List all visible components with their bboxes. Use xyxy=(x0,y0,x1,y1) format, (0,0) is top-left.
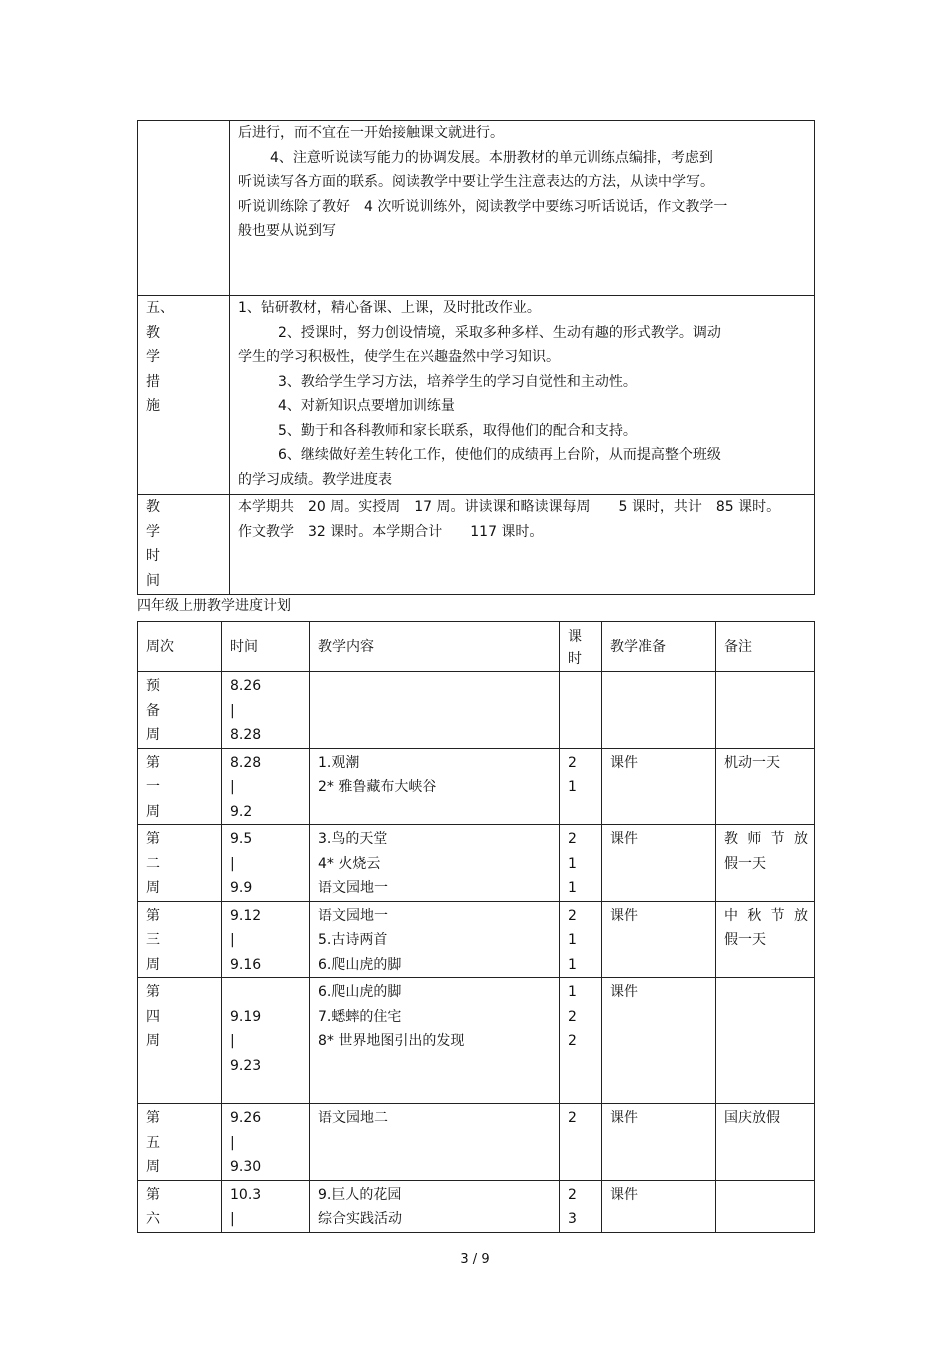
content-cell xyxy=(310,1180,560,1232)
page-number: 3 / 9 xyxy=(460,1252,490,1267)
time-cell-line: 9.2 xyxy=(230,803,253,820)
time-cell xyxy=(222,1180,310,1232)
content-cell-line: 语文园地一 xyxy=(318,880,388,896)
content-cell-line: 4* 火烧云 xyxy=(318,855,381,872)
week-cell-line: 六 xyxy=(146,1211,160,1227)
week-cell-line: 第 xyxy=(146,1110,160,1126)
hours-cell-line: 2 xyxy=(568,754,577,771)
time-cell-line: 9.26 xyxy=(230,1110,262,1126)
text-line: 1、钻研教材，精心备课、上课，及时批改作业。 xyxy=(238,300,541,316)
hours-cell-line: 2 xyxy=(568,1033,577,1049)
label-char: 学 xyxy=(146,349,160,365)
week-cell xyxy=(138,825,222,902)
hours-cell xyxy=(560,1104,602,1181)
content-cell xyxy=(310,1104,560,1181)
table-row xyxy=(138,825,815,902)
time-text xyxy=(230,495,815,595)
text-line: 2、授课时，努力创设情境，采取多种多样、生动有趣的形式教学。调动 xyxy=(278,324,721,341)
content-cell xyxy=(310,672,560,749)
week-cell-line: 三 xyxy=(146,932,160,948)
time-cell xyxy=(222,1104,310,1181)
time-cell-line: | xyxy=(230,932,235,948)
prep-cell: 课件 xyxy=(602,748,716,825)
time-cell xyxy=(222,901,310,978)
header-note: 备注 xyxy=(716,622,815,672)
schedule-table xyxy=(137,621,815,1233)
measures-row xyxy=(138,296,815,495)
time-cell-line: 9.23 xyxy=(230,1057,262,1074)
time-cell-line: | xyxy=(230,1033,235,1049)
continuation-label-cell xyxy=(138,121,230,296)
prep-cell: 课件 xyxy=(602,1104,716,1181)
label-char: 教 xyxy=(146,499,160,515)
week-cell-line: 周 xyxy=(146,727,160,743)
time-cell-line: 9.30 xyxy=(230,1159,262,1175)
week-cell-line: 四 xyxy=(146,1008,160,1025)
content-cell xyxy=(310,748,560,825)
time-cell-line: 9.16 xyxy=(230,956,262,973)
note-cell: 国庆放假 xyxy=(716,1104,815,1181)
measures-text xyxy=(230,296,815,495)
header-hours-text: 课时 xyxy=(568,628,582,667)
content-cell-line: 7.蟋蟀的住宅 xyxy=(318,1008,402,1025)
hours-cell-line: 2 xyxy=(568,1186,577,1203)
label-char: 五、 xyxy=(146,300,174,316)
hours-cell-line: 1 xyxy=(568,956,577,973)
header-week: 周次 xyxy=(138,622,222,672)
label-char: 学 xyxy=(146,523,160,540)
table-row xyxy=(138,978,815,1104)
time-cell-line xyxy=(230,980,309,1005)
note-cell xyxy=(716,672,815,749)
text-line: 后进行，而不宜在一开始接触课文就进行。 xyxy=(238,125,504,141)
content-cell-line: 5.古诗两首 xyxy=(318,932,388,948)
content-cell-line: 2* 雅鲁藏布大峡谷 xyxy=(318,779,437,795)
label-char: 施 xyxy=(146,398,160,414)
text-line: 的学习成绩。教学进度表 xyxy=(238,471,392,488)
time-cell xyxy=(222,672,310,749)
week-cell-line: 第 xyxy=(146,907,160,924)
hours-cell xyxy=(560,825,602,902)
text-line: 本学期共 20 周。实授周 17 周。讲读课和略读课每周 5 课时，共计 85 课时。 xyxy=(238,499,781,515)
week-cell-line: 第 xyxy=(146,1186,160,1203)
continuation-row xyxy=(138,121,815,296)
schedule-body xyxy=(138,672,815,1233)
prep-cell: 课件 xyxy=(602,978,716,1104)
week-cell-line: 备 xyxy=(146,702,160,719)
hours-cell-line: 1 xyxy=(568,932,577,948)
content-cell-line: 语文园地一 xyxy=(318,907,388,924)
week-cell-line: 预 xyxy=(146,678,160,694)
time-cell-line: 10.3 xyxy=(230,1186,262,1203)
table-row xyxy=(138,672,815,749)
time-cell-line: 9.9 xyxy=(230,880,253,896)
note-cell xyxy=(716,1180,815,1232)
time-cell-line: 9.5 xyxy=(230,831,253,847)
week-cell-line: 周 xyxy=(146,956,160,973)
time-cell xyxy=(222,748,310,825)
header-content: 教学内容 xyxy=(310,622,560,672)
week-cell xyxy=(138,672,222,749)
time-cell-line: | xyxy=(230,779,235,795)
hours-cell-line: 2 xyxy=(568,831,577,847)
table-row xyxy=(138,1180,815,1232)
hours-cell-line: 2 xyxy=(568,1110,577,1126)
content-cell-line: 3.鸟的天堂 xyxy=(318,831,388,847)
schedule-header-row xyxy=(138,622,815,672)
label-char: 措 xyxy=(146,373,160,390)
week-cell-line: 周 xyxy=(146,1159,160,1175)
hours-cell-line: 1 xyxy=(568,779,577,795)
content-cell xyxy=(310,978,560,1104)
content-cell-line: 9.巨人的花园 xyxy=(318,1186,402,1203)
time-row xyxy=(138,495,815,595)
hours-cell xyxy=(560,978,602,1104)
label-char: 教 xyxy=(146,324,160,341)
table-row xyxy=(138,901,815,978)
week-cell xyxy=(138,1104,222,1181)
text-line: 4、注意听说读写能力的协调发展。本册教材的单元训练点编排，考虑到 xyxy=(270,149,713,166)
week-cell-line: 第 xyxy=(146,754,160,771)
header-prep: 教学准备 xyxy=(602,622,716,672)
time-cell-line: 8.28 xyxy=(230,754,262,771)
week-cell xyxy=(138,748,222,825)
week-cell xyxy=(138,1180,222,1232)
prep-cell: 课件 xyxy=(602,825,716,902)
time-cell-line: 9.19 xyxy=(230,1008,262,1025)
week-cell-line: 周 xyxy=(146,880,160,896)
week-cell-line: 周 xyxy=(146,803,160,820)
week-cell xyxy=(138,978,222,1104)
text-line: 听说训练除了教好 4 次听说训练外，阅读教学中要练习听话说话，作文教学一 xyxy=(238,198,728,215)
content-cell xyxy=(310,825,560,902)
table-row xyxy=(138,748,815,825)
text-line: 4、对新知识点要增加训练量 xyxy=(278,398,455,414)
header-time: 时间 xyxy=(222,622,310,672)
time-cell-line: 8.26 xyxy=(230,678,262,694)
table-row xyxy=(138,1104,815,1181)
week-cell-line: 五 xyxy=(146,1134,160,1151)
time-cell-line: | xyxy=(230,1211,235,1227)
note-cell xyxy=(716,978,815,1104)
label-char: 时 xyxy=(146,548,160,564)
note-cell: 中 秋 节 放 假一天 xyxy=(716,901,815,978)
week-cell xyxy=(138,901,222,978)
time-cell-line: 8.28 xyxy=(230,727,262,743)
schedule-caption: 四年级上册教学进度计划 xyxy=(137,598,291,614)
text-line: 听说读写各方面的联系。阅读教学中要让学生注意表达的方法，从读中学写。 xyxy=(238,174,714,190)
time-cell xyxy=(222,978,310,1104)
text-line: 5、勤于和各科教师和家长联系，取得他们的配合和支持。 xyxy=(278,422,637,439)
content-cell-line: 语文园地二 xyxy=(318,1110,388,1126)
hours-cell xyxy=(560,901,602,978)
label-char: 间 xyxy=(146,572,160,589)
plan-table xyxy=(137,120,815,595)
text-line: 般也要从说到写 xyxy=(238,223,336,239)
text-line: 学生的学习积极性，使学生在兴趣盎然中学习知识。 xyxy=(238,349,560,365)
time-cell-line: 9.12 xyxy=(230,907,262,924)
text-line: 6、继续做好差生转化工作，使他们的成绩再上台阶，从而提高整个班级 xyxy=(278,447,721,463)
week-cell-line: 周 xyxy=(146,1033,160,1049)
content-cell-line: 6.爬山虎的脚 xyxy=(318,956,402,973)
prep-cell: 课件 xyxy=(602,1180,716,1232)
hours-cell-line: 1 xyxy=(568,984,577,1000)
content-cell-line: 6.爬山虎的脚 xyxy=(318,984,402,1000)
time-cell-line: | xyxy=(230,1134,235,1151)
continuation-text xyxy=(230,121,815,296)
time-cell-line: | xyxy=(230,702,235,719)
time-cell-line: | xyxy=(230,855,235,872)
prep-cell: 课件 xyxy=(602,901,716,978)
hours-cell-line: 2 xyxy=(568,1008,577,1025)
content-cell-line: 综合实践活动 xyxy=(318,1211,402,1227)
note-cell: 教 师 节 放 假一天 xyxy=(716,825,815,902)
time-label xyxy=(138,495,230,595)
week-cell-line: 二 xyxy=(146,855,160,872)
content-cell-line: 8* 世界地图引出的发现 xyxy=(318,1033,465,1049)
hours-cell xyxy=(560,672,602,749)
hours-cell-line: 2 xyxy=(568,907,577,924)
content-cell xyxy=(310,901,560,978)
week-cell-line: 一 xyxy=(146,779,160,795)
prep-cell xyxy=(602,672,716,749)
hours-cell xyxy=(560,1180,602,1232)
content-cell-line: 1.观潮 xyxy=(318,754,360,771)
note-cell: 机动一天 xyxy=(716,748,815,825)
text-line: 3、教给学生学习方法，培养学生的学习自觉性和主动性。 xyxy=(278,373,637,390)
hours-cell-line: 1 xyxy=(568,880,577,896)
week-cell-line: 第 xyxy=(146,984,160,1000)
header-hours xyxy=(560,622,602,672)
hours-cell xyxy=(560,748,602,825)
time-cell xyxy=(222,825,310,902)
text-line: 作文教学 32 课时。本学期合计 117 课时。 xyxy=(238,523,544,540)
hours-cell-line: 3 xyxy=(568,1211,577,1227)
measures-label xyxy=(138,296,230,495)
week-cell-line: 第 xyxy=(146,831,160,847)
hours-cell-line: 1 xyxy=(568,855,577,872)
